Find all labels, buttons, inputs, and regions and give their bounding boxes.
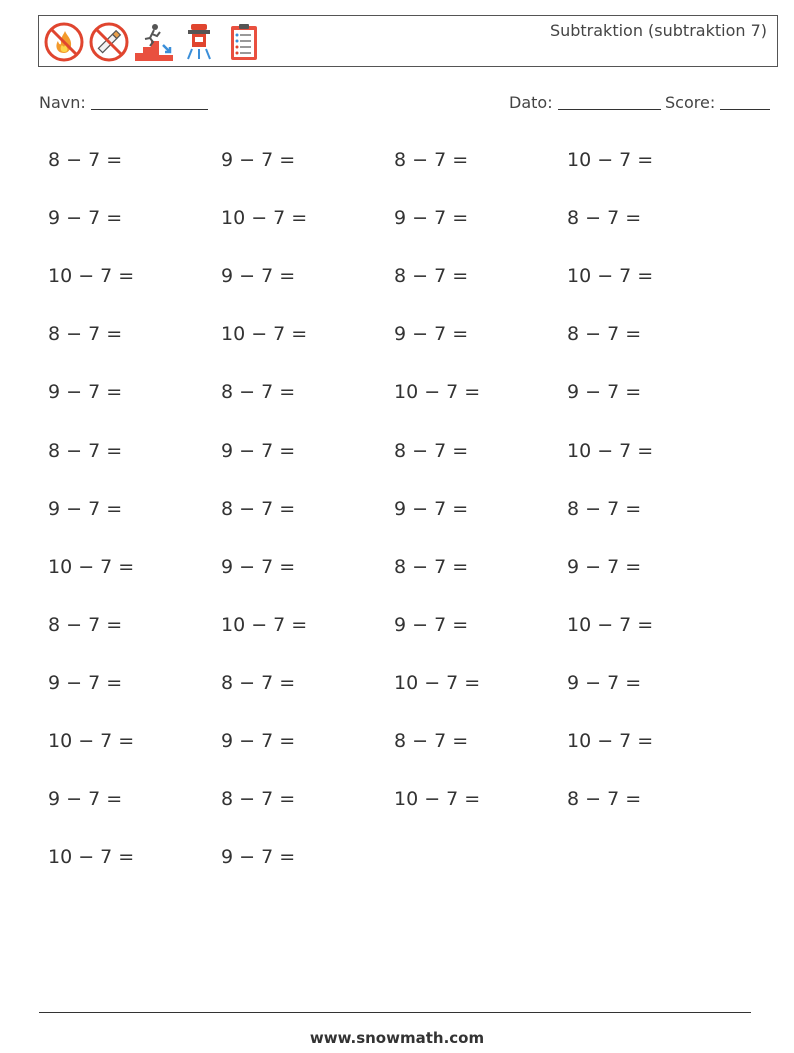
- problem-item: 8 − 7 =: [394, 440, 469, 462]
- problem-item: 10 − 7 =: [567, 440, 654, 462]
- problem-item: 9 − 7 =: [394, 207, 469, 229]
- problem-item: 9 − 7 =: [221, 440, 296, 462]
- problem-item: 9 − 7 =: [567, 381, 642, 403]
- problem-item: 9 − 7 =: [221, 846, 296, 868]
- problem-item: 10 − 7 =: [567, 614, 654, 636]
- problem-item: 9 − 7 =: [567, 556, 642, 578]
- problem-item: 9 − 7 =: [221, 556, 296, 578]
- date-field: [509, 93, 661, 112]
- problem-item: 8 − 7 =: [567, 207, 642, 229]
- date-blank[interactable]: [558, 93, 661, 110]
- score-field: [665, 93, 770, 112]
- problem-item: 10 − 7 =: [48, 265, 135, 287]
- problem-item: 9 − 7 =: [48, 788, 123, 810]
- score-blank[interactable]: [720, 93, 770, 110]
- name-blank[interactable]: [91, 93, 208, 110]
- worksheet-header: [38, 15, 778, 67]
- problem-item: 8 − 7 =: [394, 149, 469, 171]
- problem-item: 8 − 7 =: [394, 730, 469, 752]
- worksheet-title: Subtraktion (subtraktion 7): [549, 21, 767, 40]
- problem-item: 10 − 7 =: [567, 265, 654, 287]
- problem-item: 10 − 7 =: [221, 323, 308, 345]
- problem-item: 10 − 7 =: [48, 556, 135, 578]
- problem-item: 8 − 7 =: [48, 614, 123, 636]
- problem-item: 10 − 7 =: [394, 381, 481, 403]
- problem-item: 9 − 7 =: [48, 207, 123, 229]
- no-smoking-icon: [88, 21, 130, 63]
- problem-item: 9 − 7 =: [48, 672, 123, 694]
- problem-item: 9 − 7 =: [221, 265, 296, 287]
- problem-item: 9 − 7 =: [221, 730, 296, 752]
- problem-item: 9 − 7 =: [394, 323, 469, 345]
- problem-item: 8 − 7 =: [48, 440, 123, 462]
- problem-item: 9 − 7 =: [394, 614, 469, 636]
- footer-divider: [39, 1012, 751, 1013]
- problem-item: 10 − 7 =: [394, 672, 481, 694]
- problem-item: 8 − 7 =: [48, 323, 123, 345]
- stairs-exit-icon: [133, 21, 175, 63]
- problem-item: 10 − 7 =: [221, 614, 308, 636]
- problem-item: 10 − 7 =: [48, 730, 135, 752]
- problem-item: 10 − 7 =: [394, 788, 481, 810]
- problem-item: 8 − 7 =: [394, 556, 469, 578]
- problem-item: 9 − 7 =: [221, 149, 296, 171]
- problem-item: 10 − 7 =: [221, 207, 308, 229]
- no-fire-icon: [43, 21, 85, 63]
- checklist-icon: [223, 21, 265, 63]
- problem-item: 10 − 7 =: [567, 149, 654, 171]
- problem-item: 8 − 7 =: [221, 381, 296, 403]
- problem-item: 9 − 7 =: [48, 498, 123, 520]
- problem-item: 9 − 7 =: [48, 381, 123, 403]
- problem-item: 10 − 7 =: [567, 730, 654, 752]
- fire-hydrant-icon: [178, 21, 220, 63]
- problem-item: 8 − 7 =: [221, 498, 296, 520]
- header-icons: [43, 20, 265, 64]
- date-label: Dato:: [509, 93, 553, 112]
- problem-item: 8 − 7 =: [221, 788, 296, 810]
- problem-item: 8 − 7 =: [48, 149, 123, 171]
- problem-item: 9 − 7 =: [567, 672, 642, 694]
- problem-item: 10 − 7 =: [48, 846, 135, 868]
- name-field: [39, 93, 208, 112]
- score-label: Score:: [665, 93, 716, 112]
- problem-item: 8 − 7 =: [394, 265, 469, 287]
- problem-item: 8 − 7 =: [567, 788, 642, 810]
- problem-item: 8 − 7 =: [567, 323, 642, 345]
- problem-item: 8 − 7 =: [567, 498, 642, 520]
- problem-item: 8 − 7 =: [221, 672, 296, 694]
- problem-item: 9 − 7 =: [394, 498, 469, 520]
- name-label: Navn:: [39, 93, 86, 112]
- footer-url: www.snowmath.com: [309, 1029, 485, 1047]
